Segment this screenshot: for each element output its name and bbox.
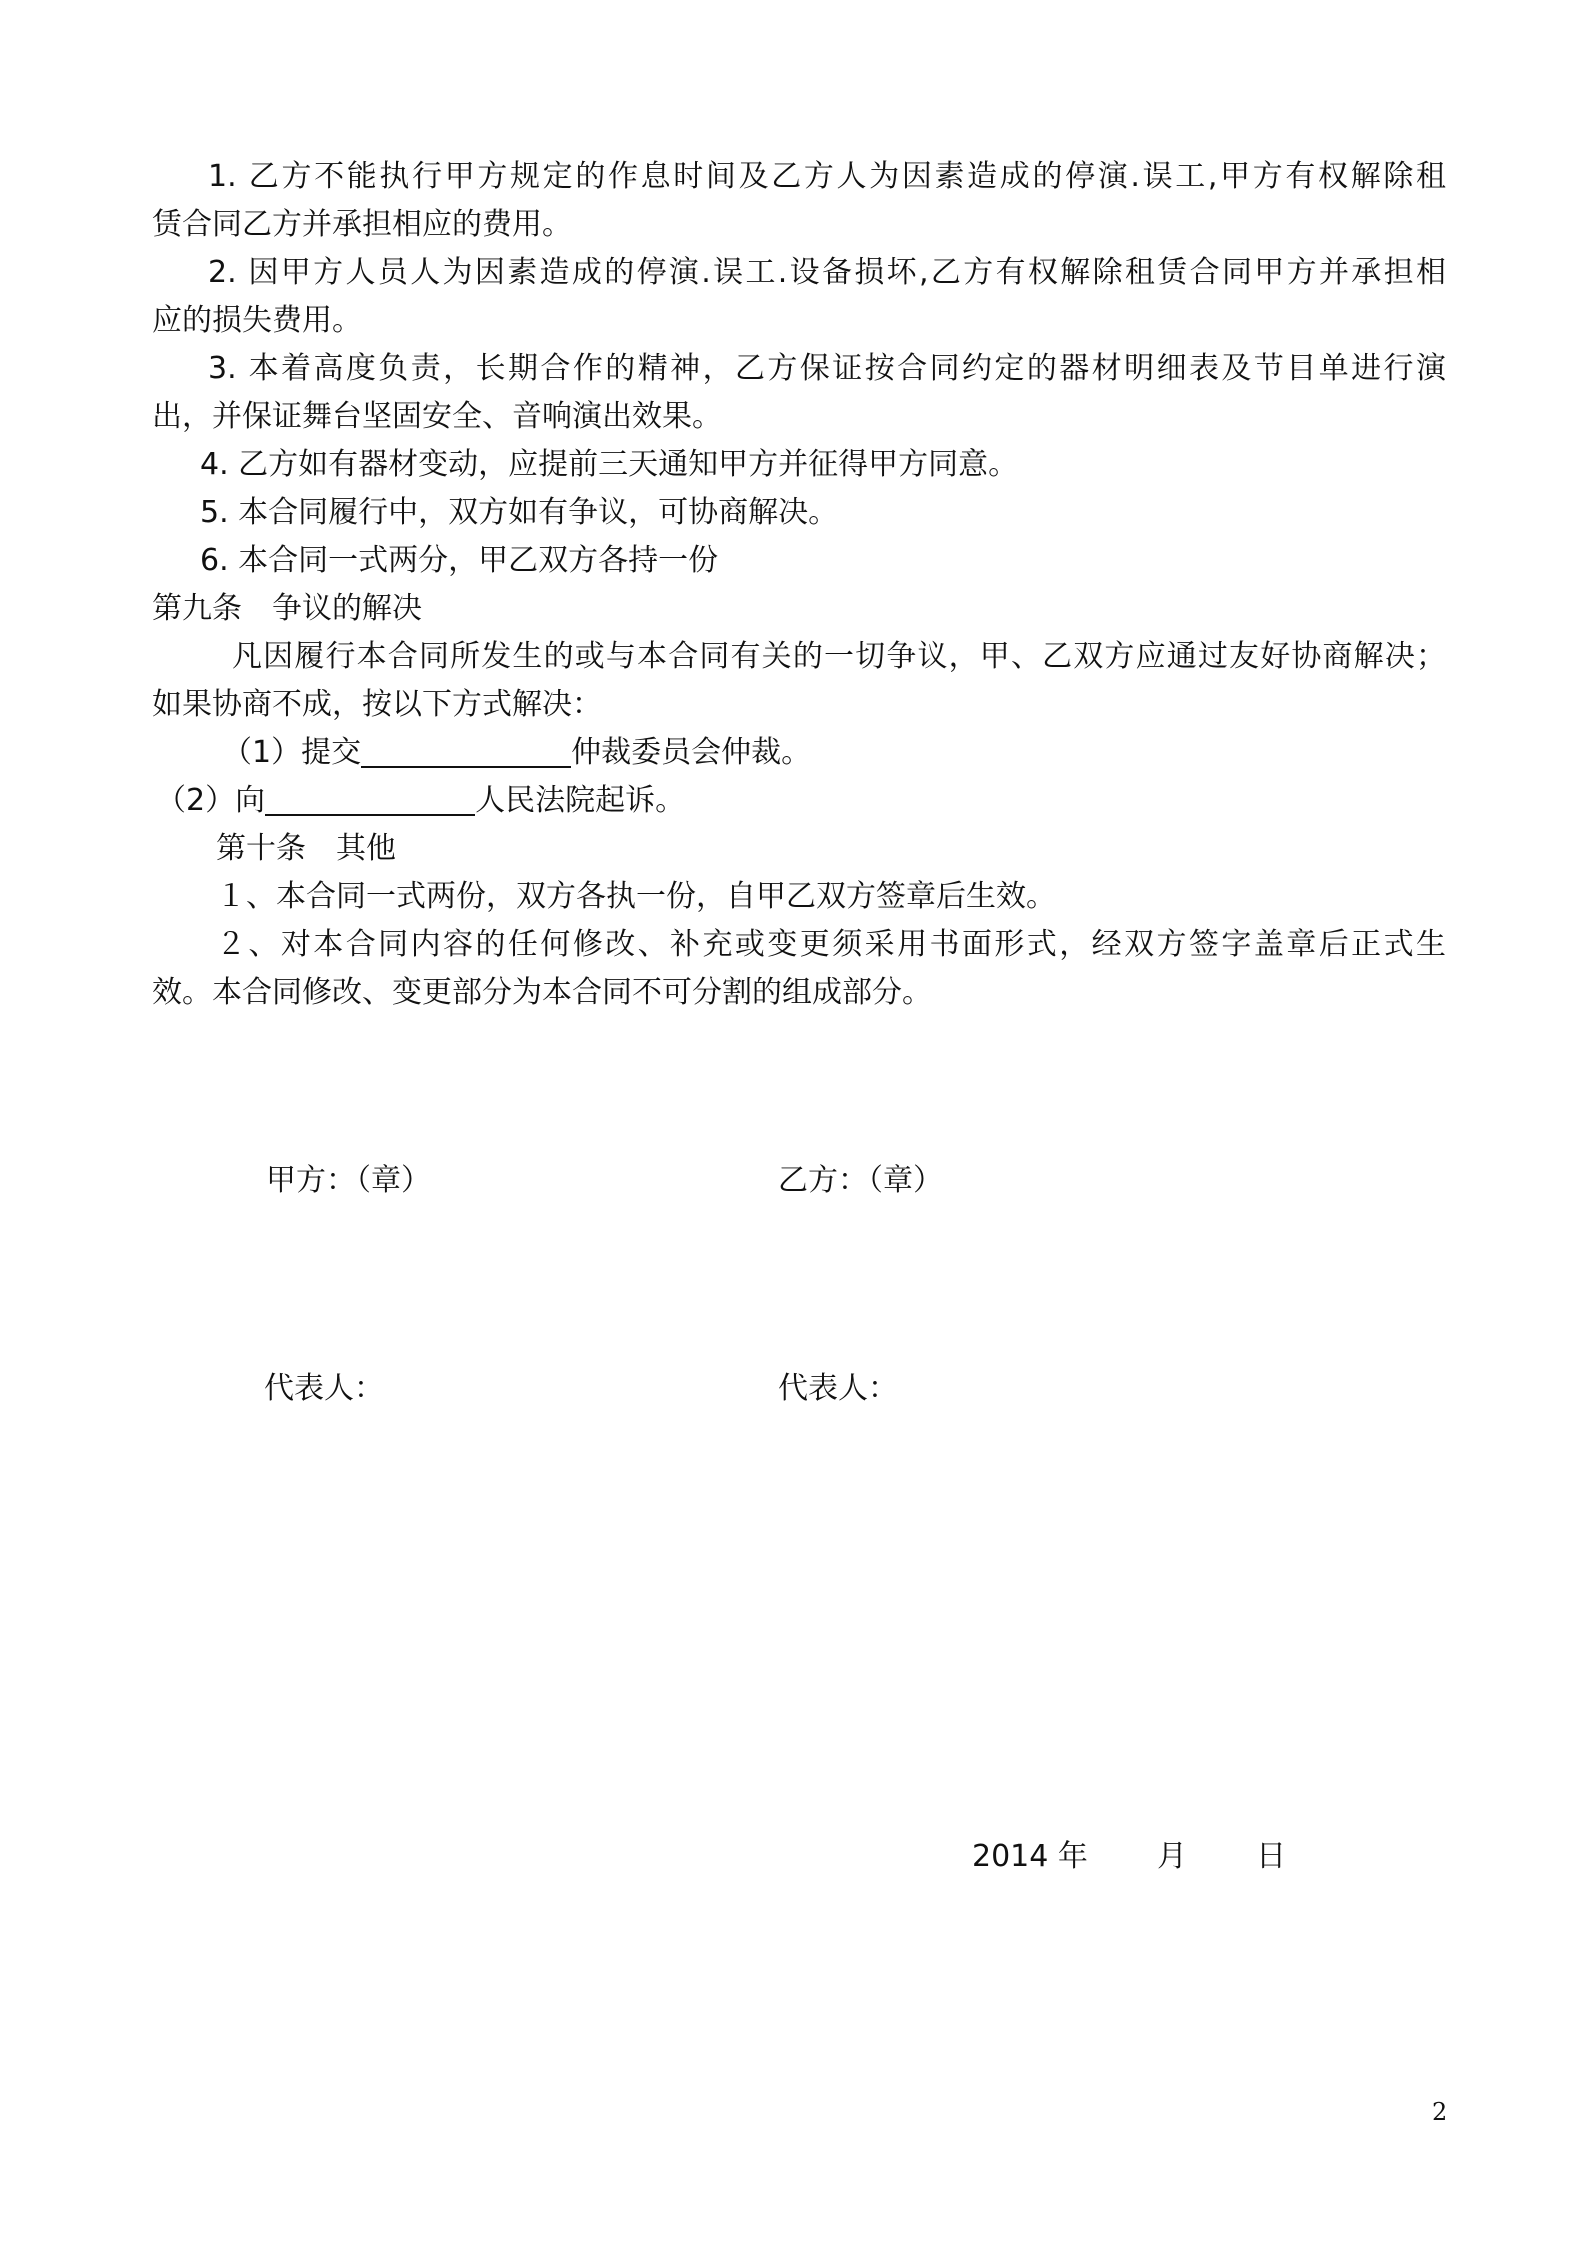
date-year: 2014 xyxy=(972,1839,1049,1874)
clause-3-line-1: 3. 本着高度负责，长期合作的精神，乙方保证按合同约定的器材明细表及节目单进行演 xyxy=(208,351,1446,386)
arbitration-option-prefix: （1）提交 xyxy=(222,735,362,770)
article-10-heading: 第十条 其他 xyxy=(216,831,396,866)
article-10-item-2-line-2: 效。本合同修改、变更部分为本合同不可分割的组成部分。 xyxy=(152,975,932,1010)
article-9-heading: 第九条 争议的解决 xyxy=(152,591,422,626)
arbitration-option-suffix: 仲裁委员会仲裁。 xyxy=(571,735,812,770)
party-b-seal-label: 乙方：（章） xyxy=(778,1163,943,1198)
party-b-representative-label: 代表人： xyxy=(778,1371,898,1406)
date-day-label: 日 xyxy=(1256,1839,1287,1874)
date-year-label: 年 xyxy=(1057,1839,1088,1874)
clause-5: 5. 本合同履行中，双方如有争议，可协商解决。 xyxy=(200,495,839,530)
signing-date xyxy=(972,1834,1286,1880)
article-9-paragraph-line-1: 凡因履行本合同所发生的或与本合同有关的一切争议，甲、乙双方应通过友好协商解决； xyxy=(232,639,1446,674)
article-10-item-1: １、本合同一式两份，双方各执一份，自甲乙双方签章后生效。 xyxy=(216,879,1056,914)
clause-3-line-2: 出，并保证舞台坚固安全、音响演出效果。 xyxy=(152,399,722,434)
article-10-item-2-line-1: ２、对本合同内容的任何修改、补充或变更须采用书面形式，经双方签字盖章后正式生 xyxy=(216,927,1446,962)
court-option-prefix: （2）向 xyxy=(156,783,266,818)
party-a-representative-label: 代表人： xyxy=(264,1371,384,1406)
party-a-seal-label: 甲方：（章） xyxy=(266,1163,431,1198)
date-month-label: 月 xyxy=(1157,1839,1187,1874)
article-9-paragraph-line-2: 如果协商不成，按以下方式解决： xyxy=(152,687,602,722)
clause-4: 4. 乙方如有器材变动，应提前三天通知甲方并征得甲方同意。 xyxy=(200,447,1019,482)
clause-2-line-2: 应的损失费用。 xyxy=(152,303,362,338)
page-number: 2 xyxy=(1432,2098,1448,2126)
court-option xyxy=(156,778,685,824)
clause-6: 6. 本合同一式两分，甲乙双方各持一份 xyxy=(200,543,719,578)
arbitration-commission-blank xyxy=(361,736,571,768)
clause-2-line-1: 2. 因甲方人员人为因素造成的停演.误工.设备损坏,乙方有权解除租赁合同甲方并承担相 xyxy=(208,255,1446,290)
arbitration-option xyxy=(222,730,811,776)
court-option-suffix: 人民法院起诉。 xyxy=(475,783,686,818)
court-name-blank xyxy=(265,784,475,816)
clause-1-line-2: 赁合同乙方并承担相应的费用。 xyxy=(152,207,572,242)
clause-1-line-1: 1. 乙方不能执行甲方规定的作息时间及乙方人为因素造成的停演.误工,甲方有权解除租 xyxy=(208,159,1446,194)
